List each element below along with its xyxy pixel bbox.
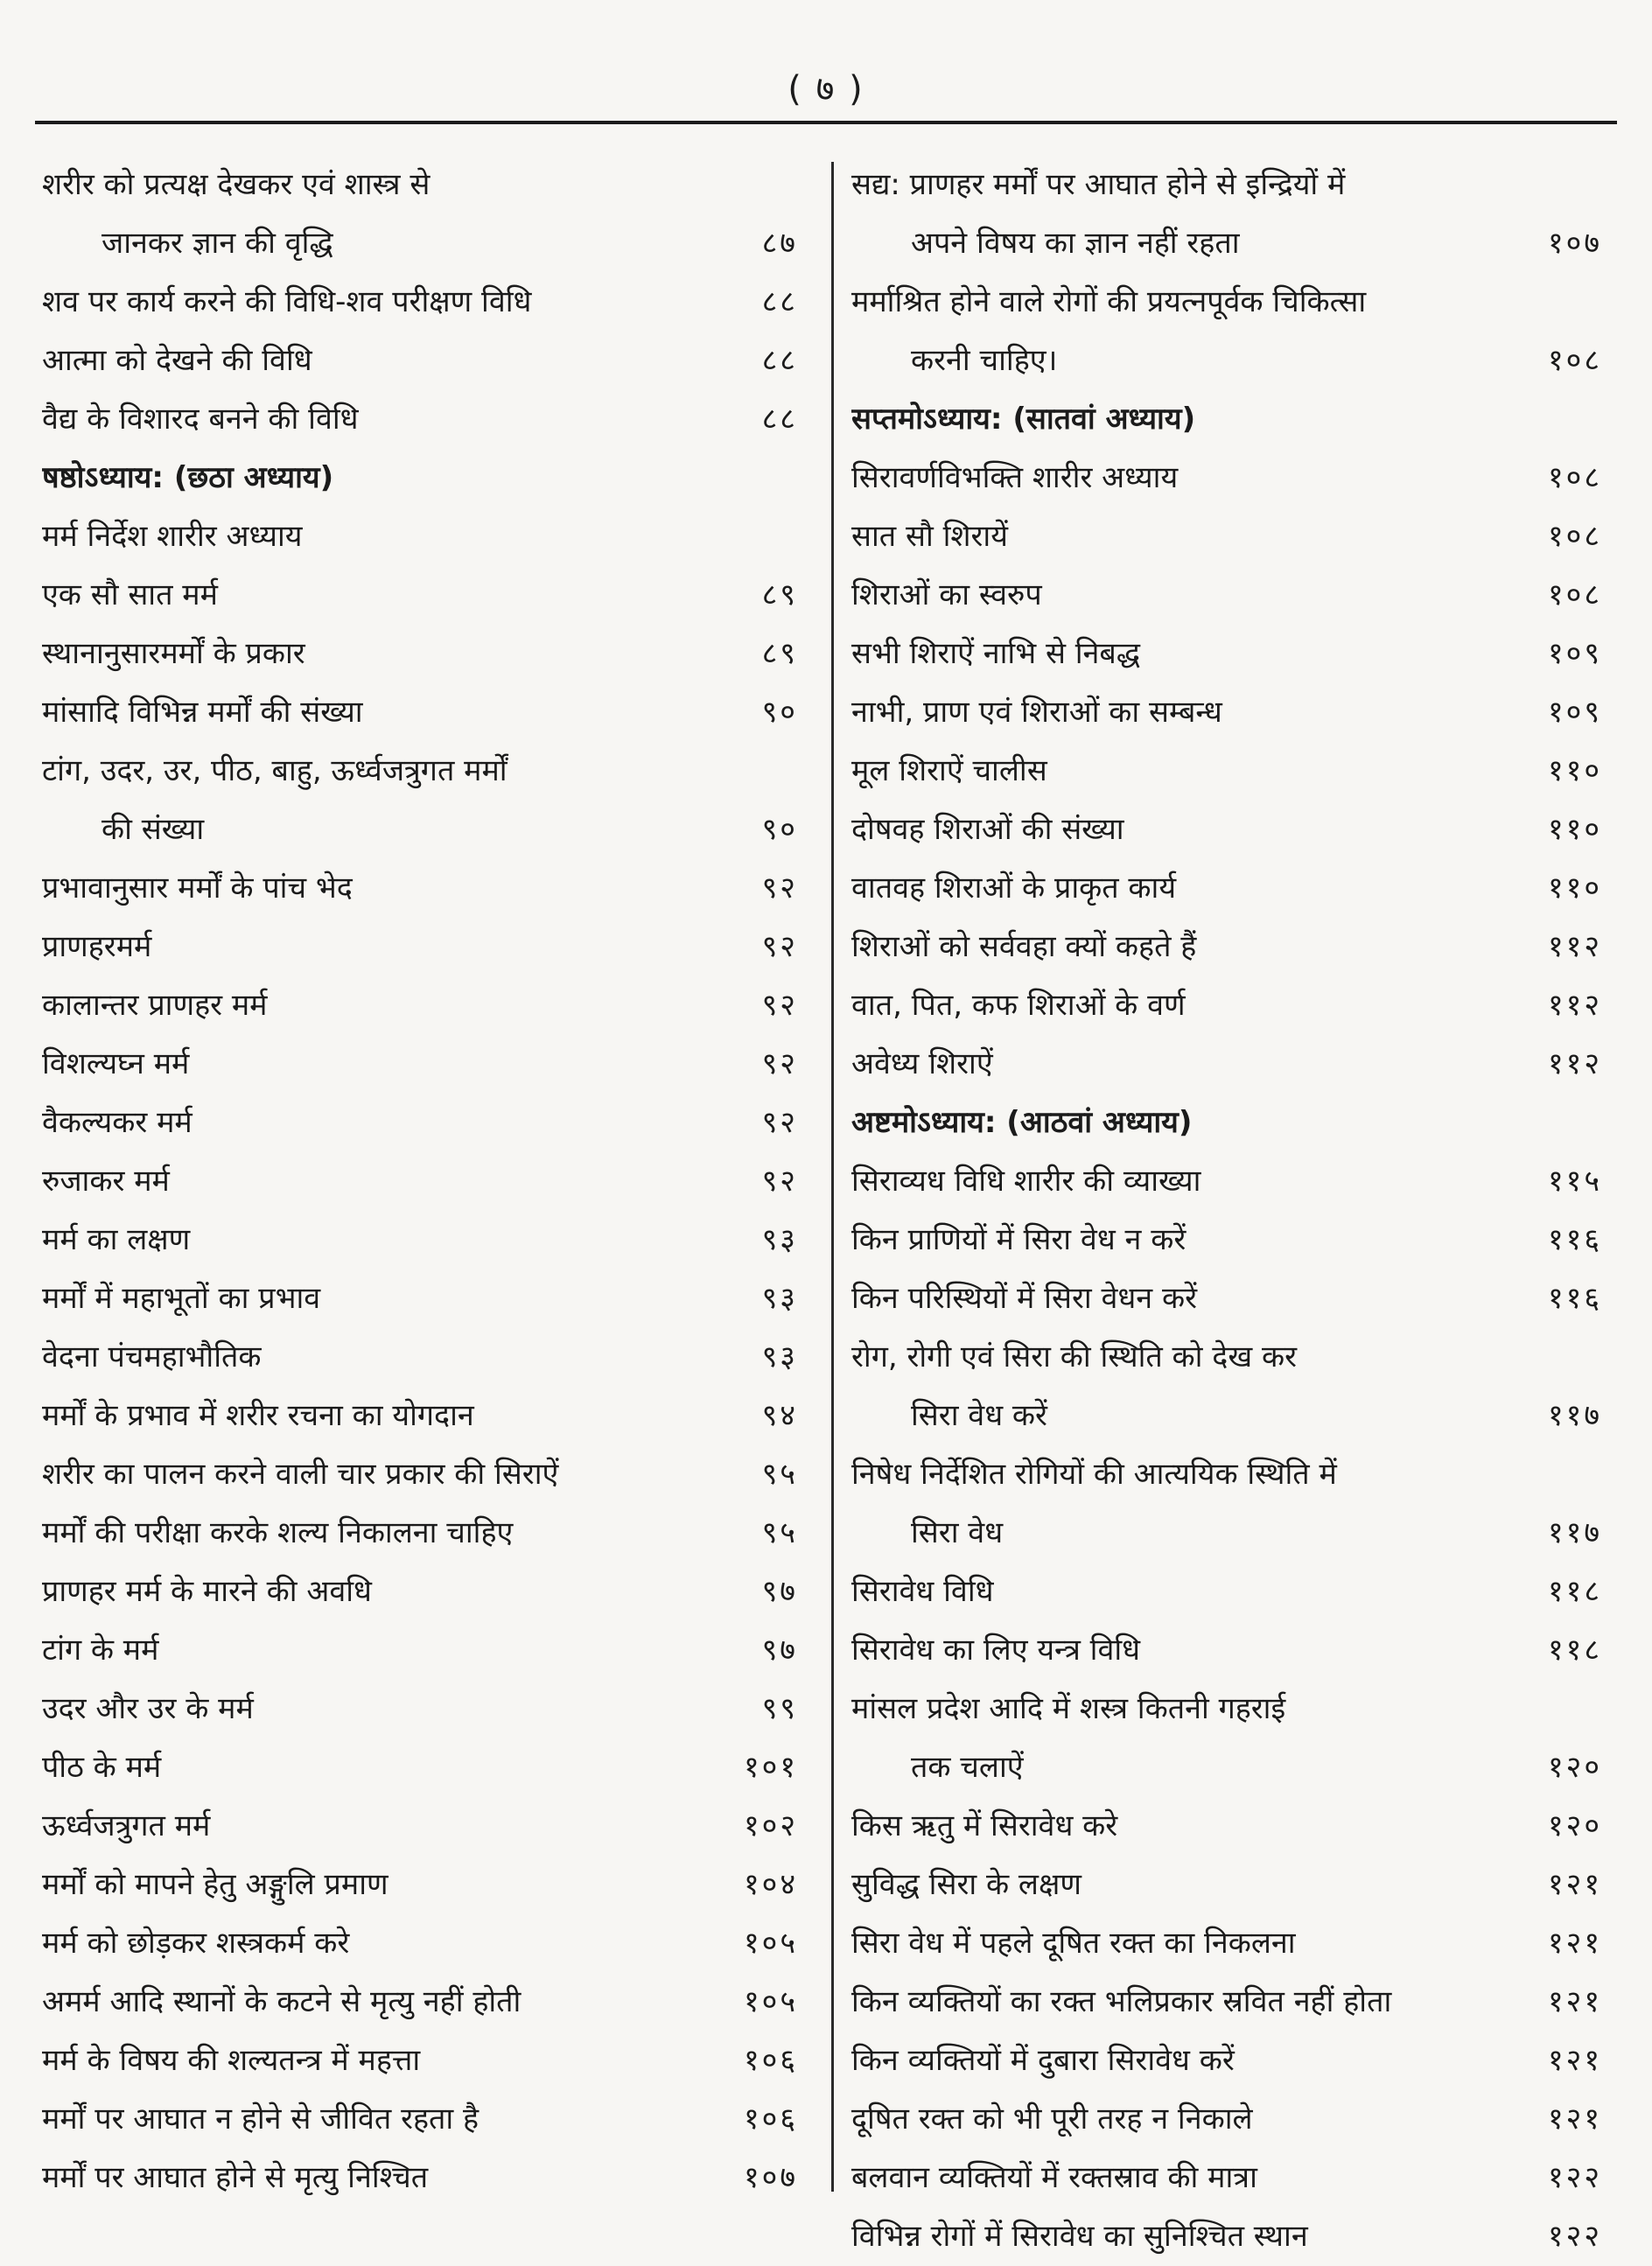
entry-page-number: ११२ xyxy=(1547,988,1602,1023)
entry-page-number: ८८ xyxy=(761,402,798,437)
entry-title-continuation: जानकर ज्ञान की वृद्धि xyxy=(102,226,333,261)
entry-title xyxy=(851,390,1506,449)
toc-entry xyxy=(42,1973,798,2032)
entry-title xyxy=(851,1680,1506,1797)
entry-title xyxy=(42,1563,702,1621)
entry-title-line: सिरावेध विधि xyxy=(851,1574,994,1609)
entry-page-number: १०८ xyxy=(1547,519,1602,554)
entry-title xyxy=(42,1797,702,1856)
entry-page-number: १०९ xyxy=(1547,636,1602,671)
entry-title-line: विशल्यघ्न मर्म xyxy=(42,1046,190,1081)
entry-title xyxy=(851,976,1506,1035)
entry-title xyxy=(42,918,702,976)
toc-entry xyxy=(851,976,1602,1035)
entry-title-line: वैद्य के विशारद बनने की विधि xyxy=(42,402,359,437)
toc-entry xyxy=(851,1211,1602,1269)
toc-entry xyxy=(42,683,798,742)
entry-title xyxy=(851,507,1506,566)
entry-title-continuation: सिरा वेध xyxy=(911,1515,1004,1550)
entry-title xyxy=(42,1269,702,1328)
entry-page-number: ८७ xyxy=(761,226,798,261)
toc-entry xyxy=(851,273,1602,390)
chapter-heading xyxy=(42,449,798,507)
entry-page-number: ९५ xyxy=(761,1515,798,1550)
entry-title xyxy=(851,1914,1506,1973)
toc-entry xyxy=(42,2149,798,2207)
toc-entry xyxy=(851,449,1602,507)
entry-title xyxy=(851,859,1506,918)
entry-title-line: स्थानानुसारमर्मों के प्रकार xyxy=(42,636,305,671)
toc-entry xyxy=(851,1563,1602,1621)
entry-title-line: प्रभावानुसार मर्मों के पांच भेद xyxy=(42,871,353,906)
entry-title-line: किन परिस्थियों में सिरा वेधन करें xyxy=(851,1281,1197,1316)
entry-title xyxy=(851,566,1506,625)
entry-title xyxy=(851,2090,1506,2149)
toc-entry xyxy=(851,1973,1602,2032)
entry-title xyxy=(42,2032,702,2090)
entry-title-line: मर्म को छोड़कर शस्त्रकर्म करे xyxy=(42,1926,350,1961)
entry-page-number: १०९ xyxy=(1547,695,1602,730)
chapter-heading xyxy=(851,1094,1602,1152)
entry-title xyxy=(42,1445,702,1504)
entry-page-number: ११० xyxy=(1547,871,1602,906)
entry-title xyxy=(42,156,702,273)
entry-title-line: मर्मों में महाभूतों का प्रभाव xyxy=(42,1281,321,1316)
entry-title-line: अवेध्य शिराऐं xyxy=(851,1046,993,1081)
entry-page-number: ९३ xyxy=(761,1339,798,1374)
entry-title-line: रुजाकर मर्म xyxy=(42,1164,170,1199)
entry-title xyxy=(851,2207,1506,2266)
entry-page-number: ९४ xyxy=(761,1398,798,1433)
entry-title xyxy=(42,1211,702,1269)
entry-title xyxy=(851,1094,1506,1152)
entry-title-line: सुविद्ध सिरा के लक्षण xyxy=(851,1867,1082,1902)
toc-entry xyxy=(851,1621,1602,1680)
toc-entry xyxy=(851,1269,1602,1328)
entry-page-number: १०८ xyxy=(1547,577,1602,612)
entry-page-number: १२१ xyxy=(1547,2043,1602,2078)
entry-title xyxy=(851,1269,1506,1328)
entry-title-line: बलवान व्यक्तियों में रक्तस्राव की मात्रा xyxy=(851,2160,1257,2195)
entry-title xyxy=(42,332,702,390)
toc-entry xyxy=(42,1738,798,1797)
entry-title xyxy=(42,507,702,566)
entry-title-line: शरीर को प्रत्यक्ष देखकर एवं शास्त्र से xyxy=(42,167,430,202)
entry-page-number: ९२ xyxy=(761,1046,798,1081)
entry-page-number: १२२ xyxy=(1547,2219,1602,2254)
entry-title-line: सप्तमोऽध्याय: (सातवां अध्याय) xyxy=(851,402,1196,437)
entry-title xyxy=(42,742,702,859)
right-column xyxy=(851,156,1602,2266)
toc-entry xyxy=(42,273,798,332)
entry-title-line: सिरावेध का लिए यन्त्र विधि xyxy=(851,1633,1141,1668)
entry-page-number: १२० xyxy=(1547,1808,1602,1843)
entry-title xyxy=(42,2149,702,2207)
entry-page-number: ८९ xyxy=(761,636,798,671)
entry-title-line: किन व्यक्तियों का रक्त भलिप्रकार स्रवित नहीं होता xyxy=(851,1984,1392,2019)
entry-page-number: ११७ xyxy=(1547,1515,1602,1550)
entry-title xyxy=(42,1738,702,1797)
entry-title-line: सात सौ शिरायें xyxy=(851,519,1008,554)
entry-page-number: ८८ xyxy=(761,343,798,378)
column-divider xyxy=(831,162,834,2192)
entry-title xyxy=(851,918,1506,976)
entry-page-number: ११२ xyxy=(1547,929,1602,964)
toc-entry xyxy=(851,1914,1602,1973)
toc-entry xyxy=(851,1856,1602,1914)
toc-entry xyxy=(42,332,798,390)
entry-title-continuation: तक चलाऐं xyxy=(911,1750,1024,1785)
entry-page-number: ८८ xyxy=(761,284,798,319)
toc-entry xyxy=(851,1152,1602,1211)
entry-title xyxy=(42,1680,702,1738)
toc-entry xyxy=(851,507,1602,566)
toc-entry xyxy=(851,1035,1602,1094)
entry-page-number: ९३ xyxy=(761,1222,798,1257)
entry-title xyxy=(42,683,702,742)
entry-title-line: पीठ के मर्म xyxy=(42,1750,162,1785)
entry-title-continuation: अपने विषय का ज्ञान नहीं रहता xyxy=(911,226,1240,261)
entry-title xyxy=(851,1856,1506,1914)
entry-title-line: किस ऋतु में सिरावेध करे xyxy=(851,1808,1118,1843)
entry-title xyxy=(42,449,702,507)
toc-entry xyxy=(42,1445,798,1504)
entry-title xyxy=(42,566,702,625)
left-column xyxy=(42,156,798,2207)
entry-title-line: मर्मों की परीक्षा करके शल्य निकालना चाहिए xyxy=(42,1515,514,1550)
entry-title xyxy=(851,156,1506,273)
entry-title-line: उदर और उर के मर्म xyxy=(42,1691,254,1726)
toc-entry xyxy=(42,156,798,273)
toc-entry xyxy=(42,1387,798,1445)
entry-page-number: १०१ xyxy=(743,1750,798,1785)
toc-entry xyxy=(42,1680,798,1738)
toc-entry xyxy=(42,1504,798,1563)
entry-page-number: १०५ xyxy=(743,1984,798,2019)
entry-title-continuation: सिरा वेध करें xyxy=(911,1398,1047,1433)
toc-entry xyxy=(851,2207,1602,2266)
entry-title-line: मांसल प्रदेश आदि में शस्त्र कितनी गहराई xyxy=(851,1691,1286,1726)
entry-title-line: सद्य: प्राणहर मर्मों पर आघात होने से इन्द्रियों में xyxy=(851,167,1346,202)
entry-title-line: सिरा वेध में पहले दूषित रक्त का निकलना xyxy=(851,1926,1296,1961)
entry-page-number: ९२ xyxy=(761,871,798,906)
entry-title xyxy=(42,1504,702,1563)
entry-title xyxy=(42,1973,702,2032)
entry-title-line: रोग, रोगी एवं सिरा की स्थिति को देख कर xyxy=(851,1339,1297,1374)
toc-entry xyxy=(42,1563,798,1621)
entry-page-number: ११० xyxy=(1547,812,1602,847)
entry-title xyxy=(851,625,1506,683)
entry-title-line: मर्म के विषय की शल्यतन्त्र में महत्ता xyxy=(42,2043,421,2078)
toc-entry xyxy=(42,625,798,683)
entry-page-number: १०८ xyxy=(1547,460,1602,495)
entry-title xyxy=(42,1094,702,1152)
entry-page-number: १०८ xyxy=(1547,343,1602,378)
toc-entry xyxy=(851,156,1602,273)
entry-title xyxy=(851,2032,1506,2090)
entry-title xyxy=(42,1328,702,1387)
entry-title-line: सभी शिराऐं नाभि से निबद्ध xyxy=(851,636,1140,671)
entry-title xyxy=(42,1387,702,1445)
toc-entry xyxy=(851,2032,1602,2090)
entry-title xyxy=(42,859,702,918)
toc-entry xyxy=(42,1621,798,1680)
entry-title-line: शव पर कार्य करने की विधि-शव परीक्षण विधि xyxy=(42,284,532,319)
entry-title-line: मर्मों पर आघात न होने से जीवित रहता है xyxy=(42,2102,480,2137)
entry-title-line: दोषवह शिराओं की संख्या xyxy=(851,812,1124,847)
entry-title xyxy=(42,625,702,683)
entry-title-line: षष्ठोऽध्याय: (छठा अध्याय) xyxy=(42,460,334,495)
entry-title-line: मर्मों के प्रभाव में शरीर रचना का योगदान xyxy=(42,1398,474,1433)
toc-entry xyxy=(42,1856,798,1914)
toc-entry xyxy=(851,566,1602,625)
entry-page-number: १०५ xyxy=(743,1926,798,1961)
entry-page-number: ११६ xyxy=(1547,1222,1602,1257)
toc-entry xyxy=(42,1035,798,1094)
entry-title-line: अमर्म आदि स्थानों के कटने से मृत्यु नहीं होती xyxy=(42,1984,522,2019)
entry-title-line: वातवह शिराओं के प्राकृत कार्य xyxy=(851,871,1177,906)
entry-title-line: शिराओं का स्वरुप xyxy=(851,577,1042,612)
entry-title xyxy=(851,1211,1506,1269)
entry-title-line: मर्मों को मापने हेतु अङ्गुलि प्रमाण xyxy=(42,1867,388,1902)
entry-page-number: १२१ xyxy=(1547,1984,1602,2019)
toc-entry xyxy=(851,1797,1602,1856)
toc-entry xyxy=(42,1914,798,1973)
toc-entry xyxy=(42,1152,798,1211)
entry-page-number: १२२ xyxy=(1547,2160,1602,2195)
toc-entry xyxy=(42,390,798,449)
entry-page-number: १०७ xyxy=(1547,226,1602,261)
entry-title-line: वैकल्यकर मर्म xyxy=(42,1105,192,1140)
entry-title xyxy=(851,1563,1506,1621)
entry-title-line: किन प्राणियों में सिरा वेध न करें xyxy=(851,1222,1186,1257)
entry-page-number: १०६ xyxy=(743,2102,798,2137)
entry-page-number: १०२ xyxy=(743,1808,798,1843)
entry-title-line: शरीर का पालन करने वाली चार प्रकार की सिराऐं xyxy=(42,1457,559,1492)
toc-entry xyxy=(851,2090,1602,2149)
entry-title xyxy=(42,976,702,1035)
entry-page-number: ९२ xyxy=(761,988,798,1023)
page-number: ( ७ ) xyxy=(788,69,864,109)
entry-title xyxy=(851,683,1506,742)
toc-entry xyxy=(42,2090,798,2149)
entry-page-number: ११७ xyxy=(1547,1398,1602,1433)
toc-entry xyxy=(42,1797,798,1856)
toc-entry xyxy=(42,2032,798,2090)
entry-page-number: १२१ xyxy=(1547,2102,1602,2137)
entry-page-number: १२१ xyxy=(1547,1867,1602,1902)
toc-entry xyxy=(42,1094,798,1152)
entry-title xyxy=(851,1973,1506,2032)
entry-title xyxy=(851,1035,1506,1094)
entry-page-number: ११२ xyxy=(1547,1046,1602,1081)
toc-entry xyxy=(851,1680,1602,1797)
entry-title-line: टांग, उदर, उर, पीठ, बाहु, ऊर्ध्वजत्रुगत मर्मों xyxy=(42,753,508,788)
entry-title-line: नाभी, प्राण एवं शिराओं का सम्बन्ध xyxy=(851,695,1222,730)
entry-title-line: सिराव्यध विधि शारीर की व्याख्या xyxy=(851,1164,1201,1199)
entry-title xyxy=(851,273,1506,390)
entry-page-number: ११० xyxy=(1547,753,1602,788)
entry-page-number: ११८ xyxy=(1547,1633,1602,1668)
toc-entry xyxy=(42,742,798,859)
toc-entry xyxy=(851,742,1602,801)
entry-page-number: ९९ xyxy=(761,1691,798,1726)
entry-title-line: विभिन्न रोगों में सिरावेध का सुनिश्चित स्थान xyxy=(851,2219,1308,2254)
toc-entry xyxy=(851,683,1602,742)
entry-title xyxy=(42,390,702,449)
entry-page-number: ९३ xyxy=(761,1281,798,1316)
entry-page-number: १२० xyxy=(1547,1750,1602,1785)
toc-entry xyxy=(42,1211,798,1269)
entry-title-line: शिराओं को सर्ववहा क्यों कहते हैं xyxy=(851,929,1197,964)
chapter-heading xyxy=(851,390,1602,449)
entry-title-line: मर्म निर्देश शारीर अध्याय xyxy=(42,519,303,554)
entry-title-line: वेदना पंचमहाभौतिक xyxy=(42,1339,262,1374)
toc-entry xyxy=(851,918,1602,976)
entry-title-line: सिरावर्णविभक्ति शारीर अध्याय xyxy=(851,460,1179,495)
entry-title-line: मांसादि विभिन्न मर्मों की संख्या xyxy=(42,695,363,730)
entry-page-number: ८९ xyxy=(761,577,798,612)
entry-page-number: ९२ xyxy=(761,929,798,964)
toc-entry xyxy=(851,2149,1602,2207)
entry-title-line: टांग के मर्म xyxy=(42,1633,159,1668)
entry-page-number: ११८ xyxy=(1547,1574,1602,1609)
entry-title xyxy=(851,1797,1506,1856)
entry-page-number: ९० xyxy=(761,812,798,847)
entry-title-line: एक सौ सात मर्म xyxy=(42,577,218,612)
entry-page-number: ९२ xyxy=(761,1105,798,1140)
toc-entry xyxy=(42,507,798,566)
entry-title-line: वात, पित, कफ शिराओं के वर्ण xyxy=(851,988,1186,1023)
toc-entry xyxy=(42,566,798,625)
entry-title xyxy=(42,1152,702,1211)
entry-title xyxy=(42,2090,702,2149)
entry-title xyxy=(42,1856,702,1914)
toc-entry xyxy=(851,625,1602,683)
entry-title xyxy=(851,1328,1506,1445)
entry-title xyxy=(42,1621,702,1680)
entry-page-number: १२१ xyxy=(1547,1926,1602,1961)
entry-title-line: मर्माश्रित होने वाले रोगों की प्रयत्नपूर्वक चिकित्सा xyxy=(851,284,1367,319)
entry-page-number: ९७ xyxy=(761,1633,798,1668)
entry-title-line: प्राणहर मर्म के मारने की अवधि xyxy=(42,1574,372,1609)
toc-entry xyxy=(851,801,1602,859)
entry-page-number: ११५ xyxy=(1547,1164,1602,1199)
entry-page-number: ९० xyxy=(761,695,798,730)
entry-page-number: ९२ xyxy=(761,1164,798,1199)
toc-entry xyxy=(42,859,798,918)
entry-title xyxy=(42,1914,702,1973)
toc-entry xyxy=(42,1269,798,1328)
entry-title-line: कालान्तर प्राणहर मर्म xyxy=(42,988,268,1023)
entry-title-line: ऊर्ध्वजत्रुगत मर्म xyxy=(42,1808,211,1843)
entry-title xyxy=(851,2149,1506,2207)
entry-title-line: निषेध निर्देशित रोगियों की आत्ययिक स्थिति में xyxy=(851,1457,1337,1492)
entry-title-line: किन व्यक्तियों में दुबारा सिरावेध करें xyxy=(851,2043,1235,2078)
entry-title-line: अष्टमोऽध्याय: (आठवां अध्याय) xyxy=(851,1105,1193,1140)
entry-title xyxy=(851,742,1506,801)
toc-entry xyxy=(851,1445,1602,1563)
toc-entry xyxy=(42,1328,798,1387)
entry-title-line: मूल शिराऐं चालीस xyxy=(851,753,1047,788)
entry-title-line: आत्मा को देखने की विधि xyxy=(42,343,312,378)
entry-title-continuation: करनी चाहिए। xyxy=(911,343,1058,378)
entry-page-number: १०७ xyxy=(743,2160,798,2195)
entry-page-number: १०६ xyxy=(743,2043,798,2078)
entry-title xyxy=(851,1621,1506,1680)
toc-entry xyxy=(851,1328,1602,1445)
entry-title xyxy=(851,1152,1506,1211)
entry-title-line: मर्म का लक्षण xyxy=(42,1222,191,1257)
toc-entry xyxy=(42,976,798,1035)
entry-page-number: १०४ xyxy=(743,1867,798,1902)
entry-page-number: ११६ xyxy=(1547,1281,1602,1316)
entry-title xyxy=(851,801,1506,859)
toc-entry xyxy=(42,918,798,976)
entry-title-line: मर्मों पर आघात होने से मृत्यु निश्चित xyxy=(42,2160,429,2195)
entry-page-number: ९७ xyxy=(761,1574,798,1609)
entry-title-line: दूषित रक्त को भी पूरी तरह न निकाले xyxy=(851,2102,1253,2137)
entry-page-number: ९५ xyxy=(761,1457,798,1492)
entry-title xyxy=(851,449,1506,507)
entry-title-line: प्राणहरमर्म xyxy=(42,929,152,964)
toc-entry xyxy=(851,859,1602,918)
entry-title xyxy=(851,1445,1506,1563)
top-rule xyxy=(35,121,1617,124)
entry-title-continuation: की संख्या xyxy=(102,812,205,847)
entry-title xyxy=(42,273,702,332)
entry-title xyxy=(42,1035,702,1094)
